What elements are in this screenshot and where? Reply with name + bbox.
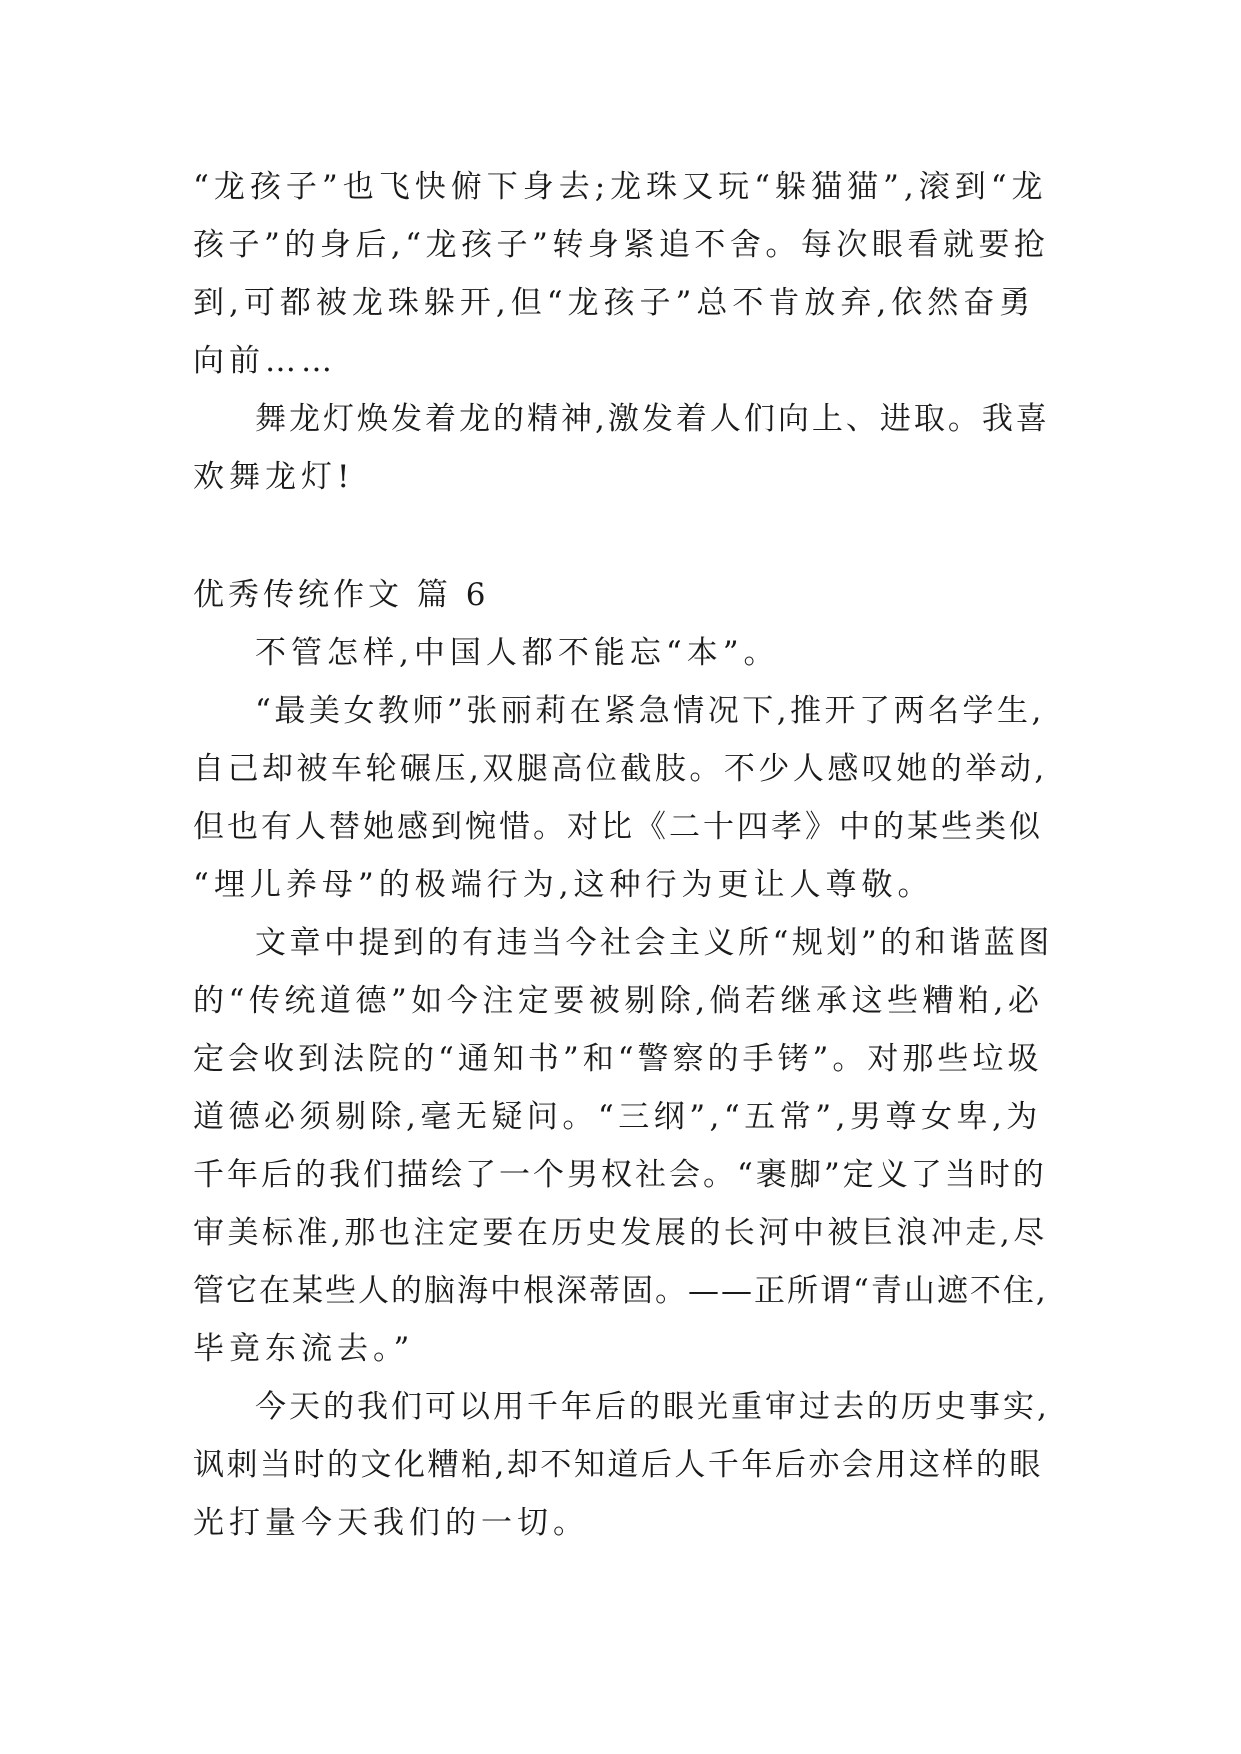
text-line: 光打量今天我们的一切。 xyxy=(193,1505,589,1541)
text-line: 审美标准,那也注定要在历史发展的长河中被巨浪冲走,尽 xyxy=(193,1215,1048,1251)
text-line: 千年后的我们描绘了一个男权社会。“裹脚”定义了当时的 xyxy=(193,1157,1047,1193)
text-line: 讽刺当时的文化糟粕,却不知道后人千年后亦会用这样的眼 xyxy=(193,1447,1043,1483)
text-line: 毕竟东流去。” xyxy=(193,1331,415,1367)
paragraph-first-line: 文章中提到的有违当今社会主义所“规划”的和谐蓝图 xyxy=(255,925,1053,961)
text-line: 到,可都被龙珠躲开,但“龙孩子”总不肯放弃,依然奋勇 xyxy=(193,285,1036,321)
text-line: 管它在某些人的脑海中根深蒂固。——正所谓“青山遮不住, xyxy=(193,1273,1048,1309)
text-line: 定会收到法院的“通知书”和“警察的手铐”。对那些垃圾 xyxy=(193,1041,1043,1077)
paragraph-first-line: 舞龙灯焕发着龙的精神,激发着人们向上、进取。我喜 xyxy=(255,401,1050,437)
text-line: “龙孩子”也飞快俯下身去;龙珠又玩“躲猫猫”,滚到“龙 xyxy=(193,169,1048,205)
paragraph-first-line: 不管怎样,中国人都不能忘“本”。 xyxy=(255,635,780,671)
text-line: 向前…… xyxy=(193,343,337,379)
text-line: 但也有人替她感到惋惜。对比《二十四孝》中的某些类似 xyxy=(193,809,1043,845)
text-line: 自己却被车轮碾压,双腿高位截肢。不少人感叹她的举动, xyxy=(193,751,1048,787)
paragraph-first-line: “最美女教师”张丽莉在紧急情况下,推开了两名学生, xyxy=(255,693,1045,729)
text-line: 的“传统道德”如今注定要被剔除,倘若继承这些糟粕,必 xyxy=(193,983,1044,1019)
text-line: “埋儿养母”的极端行为,这种行为更让人尊敬。 xyxy=(193,867,934,903)
text-line: 欢舞龙灯! xyxy=(193,459,355,495)
text-line: 孩子”的身后,“龙孩子”转身紧追不舍。每次眼看就要抢 xyxy=(193,227,1050,263)
paragraph-first-line: 今天的我们可以用千年后的眼光重审过去的历史事实, xyxy=(255,1389,1050,1425)
text-line: 道德必须剔除,毫无疑问。“三纲”,“五常”,男尊女卑,为 xyxy=(193,1099,1042,1135)
section-heading: 优秀传统作文 篇 6 xyxy=(193,577,490,613)
